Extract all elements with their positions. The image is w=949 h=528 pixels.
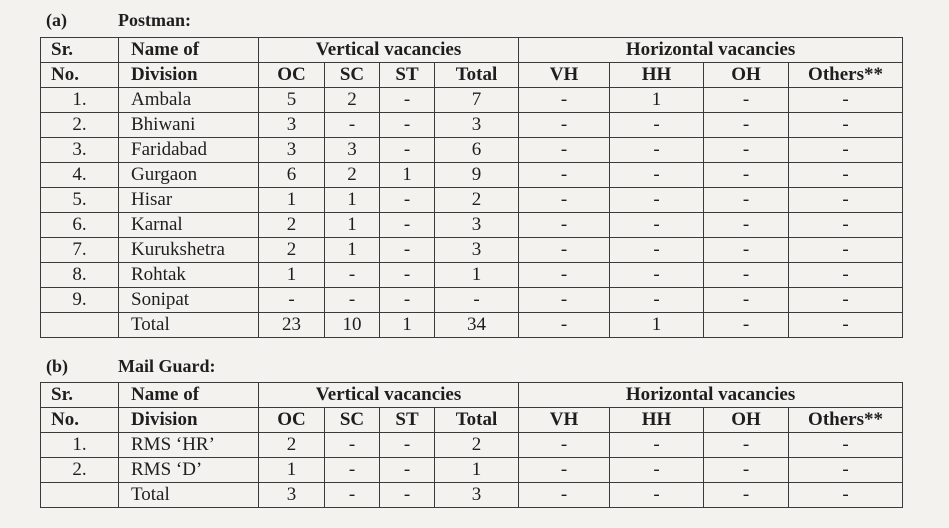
- cell-sc: -: [325, 433, 380, 458]
- postman-header-row-1: [41, 38, 903, 63]
- header-division: Division: [119, 63, 259, 88]
- cell-division: Hisar: [119, 188, 259, 213]
- cell-division: Bhiwani: [119, 113, 259, 138]
- cell-vh: -: [519, 263, 610, 288]
- cell-oc: 5: [259, 88, 325, 113]
- header-no: No.: [41, 63, 119, 88]
- cell-sr-no: 4.: [41, 163, 119, 188]
- cell-oc: 3: [259, 113, 325, 138]
- cell-oc: 6: [259, 163, 325, 188]
- mailguard-body: [41, 433, 903, 508]
- header-hh: HH: [610, 408, 704, 433]
- cell-oc: 2: [259, 213, 325, 238]
- total-cell-oc: 3: [259, 483, 325, 508]
- cell-sc: 1: [325, 238, 380, 263]
- cell-oh: -: [704, 263, 789, 288]
- header-st: ST: [380, 408, 435, 433]
- header-name: Name of: [119, 38, 259, 63]
- header-vertical: Vertical vacancies: [259, 383, 519, 408]
- cell-vh: -: [519, 138, 610, 163]
- cell-hh: -: [610, 188, 704, 213]
- total-cell-division: Total: [119, 313, 259, 338]
- cell-sc: 1: [325, 188, 380, 213]
- table-row: [41, 163, 903, 188]
- cell-division: RMS ‘D’: [119, 458, 259, 483]
- cell-division: Kurukshetra: [119, 238, 259, 263]
- cell-division: Faridabad: [119, 138, 259, 163]
- cell-hh: -: [610, 238, 704, 263]
- header-horizontal: Horizontal vacancies: [519, 383, 903, 408]
- header-others: Others**: [789, 63, 903, 88]
- cell-oh: -: [704, 138, 789, 163]
- cell-division: Ambala: [119, 88, 259, 113]
- cell-vh: -: [519, 238, 610, 263]
- total-cell-hh: 1: [610, 313, 704, 338]
- postman-header-row-2: [41, 63, 903, 88]
- cell-total: -: [435, 288, 519, 313]
- header-sc: SC: [325, 408, 380, 433]
- cell-total: 3: [435, 213, 519, 238]
- cell-total: 2: [435, 433, 519, 458]
- total-cell-st: -: [380, 483, 435, 508]
- cell-oh: -: [704, 188, 789, 213]
- cell-oh: -: [704, 163, 789, 188]
- cell-sr-no: 6.: [41, 213, 119, 238]
- cell-others: -: [789, 263, 903, 288]
- postman-label: (a): [46, 10, 67, 30]
- cell-oc: 1: [259, 188, 325, 213]
- header-vh: VH: [519, 408, 610, 433]
- header-oh: OH: [704, 63, 789, 88]
- cell-vh: -: [519, 213, 610, 238]
- cell-oc: 2: [259, 238, 325, 263]
- total-cell-oc: 23: [259, 313, 325, 338]
- cell-hh: -: [610, 263, 704, 288]
- cell-oh: -: [704, 288, 789, 313]
- total-cell-total: 34: [435, 313, 519, 338]
- total-cell-total: 3: [435, 483, 519, 508]
- cell-sc: 3: [325, 138, 380, 163]
- total-row: [41, 313, 903, 338]
- cell-vh: -: [519, 433, 610, 458]
- cell-sc: 2: [325, 88, 380, 113]
- total-cell-oh: -: [704, 483, 789, 508]
- mailguard-table: [40, 382, 903, 508]
- total-cell-st: 1: [380, 313, 435, 338]
- header-name: Name of: [119, 383, 259, 408]
- cell-st: -: [380, 288, 435, 313]
- cell-total: 3: [435, 238, 519, 263]
- cell-sc: -: [325, 263, 380, 288]
- postman-table: [40, 37, 903, 338]
- cell-oc: -: [259, 288, 325, 313]
- mailguard-header-row-2: [41, 408, 903, 433]
- cell-others: -: [789, 188, 903, 213]
- cell-hh: -: [610, 288, 704, 313]
- header-oc: OC: [259, 63, 325, 88]
- table-row: [41, 433, 903, 458]
- cell-others: -: [789, 138, 903, 163]
- cell-oh: -: [704, 433, 789, 458]
- mailguard-label: (b): [46, 356, 68, 376]
- cell-vh: -: [519, 288, 610, 313]
- cell-sr-no: 7.: [41, 238, 119, 263]
- header-sr: Sr.: [41, 38, 119, 63]
- cell-vh: -: [519, 113, 610, 138]
- total-cell-vh: -: [519, 313, 610, 338]
- cell-total: 2: [435, 188, 519, 213]
- cell-division: RMS ‘HR’: [119, 433, 259, 458]
- table-row: [41, 288, 903, 313]
- cell-st: -: [380, 433, 435, 458]
- header-vertical: Vertical vacancies: [259, 38, 519, 63]
- header-division: Division: [119, 408, 259, 433]
- table-row: [41, 263, 903, 288]
- cell-total: 1: [435, 458, 519, 483]
- cell-others: -: [789, 433, 903, 458]
- cell-others: -: [789, 163, 903, 188]
- cell-division: Sonipat: [119, 288, 259, 313]
- cell-others: -: [789, 213, 903, 238]
- cell-sr-no: 1.: [41, 88, 119, 113]
- cell-sr-no: 8.: [41, 263, 119, 288]
- cell-vh: -: [519, 458, 610, 483]
- cell-total: 3: [435, 113, 519, 138]
- cell-st: -: [380, 458, 435, 483]
- cell-hh: 1: [610, 88, 704, 113]
- mailguard-header-row-1: [41, 383, 903, 408]
- cell-hh: -: [610, 433, 704, 458]
- cell-st: -: [380, 88, 435, 113]
- table-row: [41, 188, 903, 213]
- cell-others: -: [789, 458, 903, 483]
- cell-oh: -: [704, 238, 789, 263]
- cell-total: 7: [435, 88, 519, 113]
- cell-sr-no: 3.: [41, 138, 119, 163]
- total-row: [41, 483, 903, 508]
- cell-oc: 2: [259, 433, 325, 458]
- postman-body: [41, 88, 903, 338]
- cell-st: -: [380, 238, 435, 263]
- postman-title: [46, 10, 191, 31]
- header-vh: VH: [519, 63, 610, 88]
- mailguard-title: [46, 356, 216, 377]
- cell-vh: -: [519, 188, 610, 213]
- cell-st: -: [380, 188, 435, 213]
- total-cell-sc: 10: [325, 313, 380, 338]
- cell-oc: 1: [259, 263, 325, 288]
- total-cell-sr-no: [41, 313, 119, 338]
- cell-oh: -: [704, 213, 789, 238]
- total-cell-oh: -: [704, 313, 789, 338]
- cell-sr-no: 1.: [41, 433, 119, 458]
- total-cell-hh: -: [610, 483, 704, 508]
- table-row: [41, 213, 903, 238]
- total-cell-sc: -: [325, 483, 380, 508]
- cell-sr-no: 2.: [41, 113, 119, 138]
- total-cell-vh: -: [519, 483, 610, 508]
- header-others: Others**: [789, 408, 903, 433]
- cell-others: -: [789, 288, 903, 313]
- cell-st: 1: [380, 163, 435, 188]
- cell-sr-no: 5.: [41, 188, 119, 213]
- total-cell-division: Total: [119, 483, 259, 508]
- cell-hh: -: [610, 458, 704, 483]
- cell-st: -: [380, 263, 435, 288]
- cell-total: 9: [435, 163, 519, 188]
- cell-sc: 1: [325, 213, 380, 238]
- header-total: Total: [435, 63, 519, 88]
- cell-oh: -: [704, 458, 789, 483]
- table-row: [41, 238, 903, 263]
- cell-others: -: [789, 238, 903, 263]
- cell-division: Karnal: [119, 213, 259, 238]
- cell-st: -: [380, 213, 435, 238]
- total-cell-others: -: [789, 313, 903, 338]
- cell-others: -: [789, 113, 903, 138]
- table-row: [41, 113, 903, 138]
- header-horizontal: Horizontal vacancies: [519, 38, 903, 63]
- cell-sc: -: [325, 288, 380, 313]
- mailguard-title-text: Mail Guard:: [118, 356, 216, 376]
- cell-vh: -: [519, 88, 610, 113]
- cell-hh: -: [610, 113, 704, 138]
- cell-total: 1: [435, 263, 519, 288]
- header-total: Total: [435, 408, 519, 433]
- cell-hh: -: [610, 138, 704, 163]
- cell-sr-no: 9.: [41, 288, 119, 313]
- total-cell-others: -: [789, 483, 903, 508]
- postman-title-text: Postman:: [118, 10, 191, 30]
- cell-sc: -: [325, 458, 380, 483]
- header-hh: HH: [610, 63, 704, 88]
- header-oc: OC: [259, 408, 325, 433]
- cell-sc: 2: [325, 163, 380, 188]
- cell-oh: -: [704, 88, 789, 113]
- cell-division: Rohtak: [119, 263, 259, 288]
- header-sc: SC: [325, 63, 380, 88]
- cell-st: -: [380, 138, 435, 163]
- header-oh: OH: [704, 408, 789, 433]
- cell-oc: 1: [259, 458, 325, 483]
- cell-total: 6: [435, 138, 519, 163]
- total-cell-sr-no: [41, 483, 119, 508]
- table-row: [41, 458, 903, 483]
- header-no: No.: [41, 408, 119, 433]
- table-row: [41, 88, 903, 113]
- cell-hh: -: [610, 213, 704, 238]
- cell-hh: -: [610, 163, 704, 188]
- cell-oc: 3: [259, 138, 325, 163]
- header-st: ST: [380, 63, 435, 88]
- cell-vh: -: [519, 163, 610, 188]
- cell-sc: -: [325, 113, 380, 138]
- cell-oh: -: [704, 113, 789, 138]
- cell-division: Gurgaon: [119, 163, 259, 188]
- cell-others: -: [789, 88, 903, 113]
- header-sr: Sr.: [41, 383, 119, 408]
- cell-sr-no: 2.: [41, 458, 119, 483]
- table-row: [41, 138, 903, 163]
- cell-st: -: [380, 113, 435, 138]
